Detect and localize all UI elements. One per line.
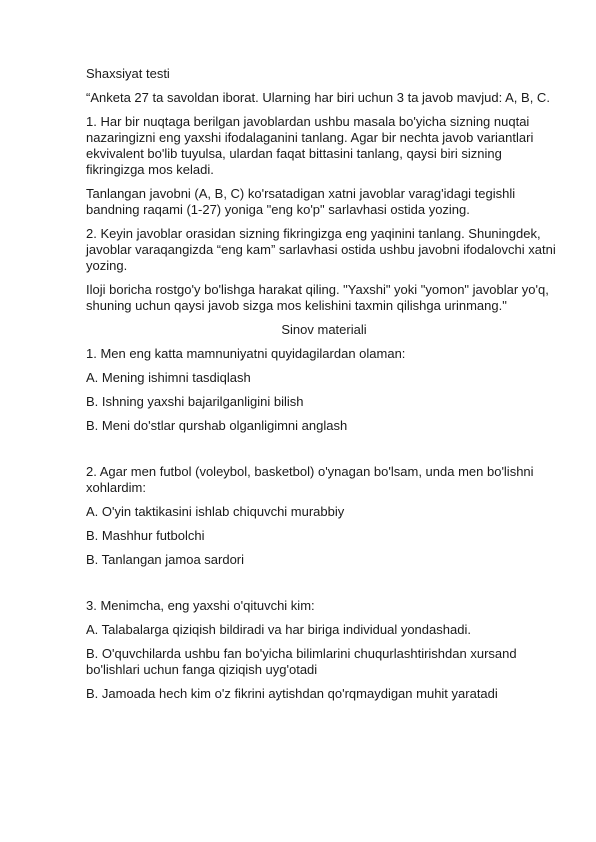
- question-text: 1. Men eng katta mamnuniyatni quyidagilardan olaman:: [86, 346, 406, 361]
- intro-paragraph: Tanlangan javobni (A, B, C) ko'rsatadigan xatni javoblar varag'idagi tegishli bandning raqami (1-27) yoniga "eng ko'p" sarlavhasi ostida yozing.: [86, 186, 516, 217]
- answer-option: B. Jamoada hech kim o'z fikrini aytishdan qo'rqmaydigan muhit yaratadi: [86, 686, 498, 701]
- intro-paragraph: Iloji boricha rostgo'y bo'lishga harakat qiling. "Yaxshi" yoki "yomon" javoblar yo'q, shuning uchun qaysi javob sizga mos kelishini taxmin qilishga urinmang.": [86, 282, 549, 313]
- spacer: [86, 576, 562, 598]
- answer-option: B. Meni do'stlar qurshab olganligimni anglash: [86, 418, 348, 433]
- spacer: [86, 442, 562, 464]
- document-body: [86, 66, 562, 710]
- answer-option: B. Mashhur futbolchi: [86, 528, 205, 543]
- answer-option: A. Mening ishimni tasdiqlash: [86, 370, 251, 385]
- answer-option: A. O'yin taktikasini ishlab chiquvchi murabbiy: [86, 504, 345, 519]
- question-text: 2. Agar men futbol (voleybol, basketbol) o'ynagan bo'lsam, unda men bo'lishni xohlardim:: [86, 464, 534, 495]
- intro-paragraph: “Anketa 27 ta savoldan iborat. Ularning har biri uchun 3 ta javob mavjud: A, B, C.: [86, 90, 550, 105]
- answer-option: B. Tanlangan jamoa sardori: [86, 552, 245, 567]
- intro-paragraph: 1. Har bir nuqtaga berilgan javoblardan ushbu masala bo'yicha sizning nuqtai nazaringizni eng yaxshi ifodalaganini tanlang. Agar bir nechta javob variantlari ekvivalent bo'lib tuyulsa, ulardan faqat bittasini tanlang, qaysi biri sizning fikringizga mos keladi.: [86, 114, 534, 177]
- section-title: Sinov materiali: [281, 322, 367, 337]
- question-text: 3. Menimcha, eng yaxshi o'qituvchi kim:: [86, 598, 315, 613]
- answer-option: B. O'quvchilarda ushbu fan bo'yicha bilimlarini chuqurlashtirishdan xursand bo'lishlari uchun fanga qiziqish uyg'otadi: [86, 646, 517, 677]
- intro-paragraph: 2. Keyin javoblar orasidan sizning fikringizga eng yaqinini tanlang. Shuningdek, javoblar varaqangizda “eng kam” sarlavhasi ostida ushbu javobni ifodalovchi xatni yozing.: [86, 226, 556, 273]
- document-title: Shaxsiyat testi: [86, 66, 170, 81]
- answer-option: B. Ishning yaxshi bajarilganligini bilish: [86, 394, 304, 409]
- answer-option: A. Talabalarga qiziqish bildiradi va har biriga individual yondashadi.: [86, 622, 471, 637]
